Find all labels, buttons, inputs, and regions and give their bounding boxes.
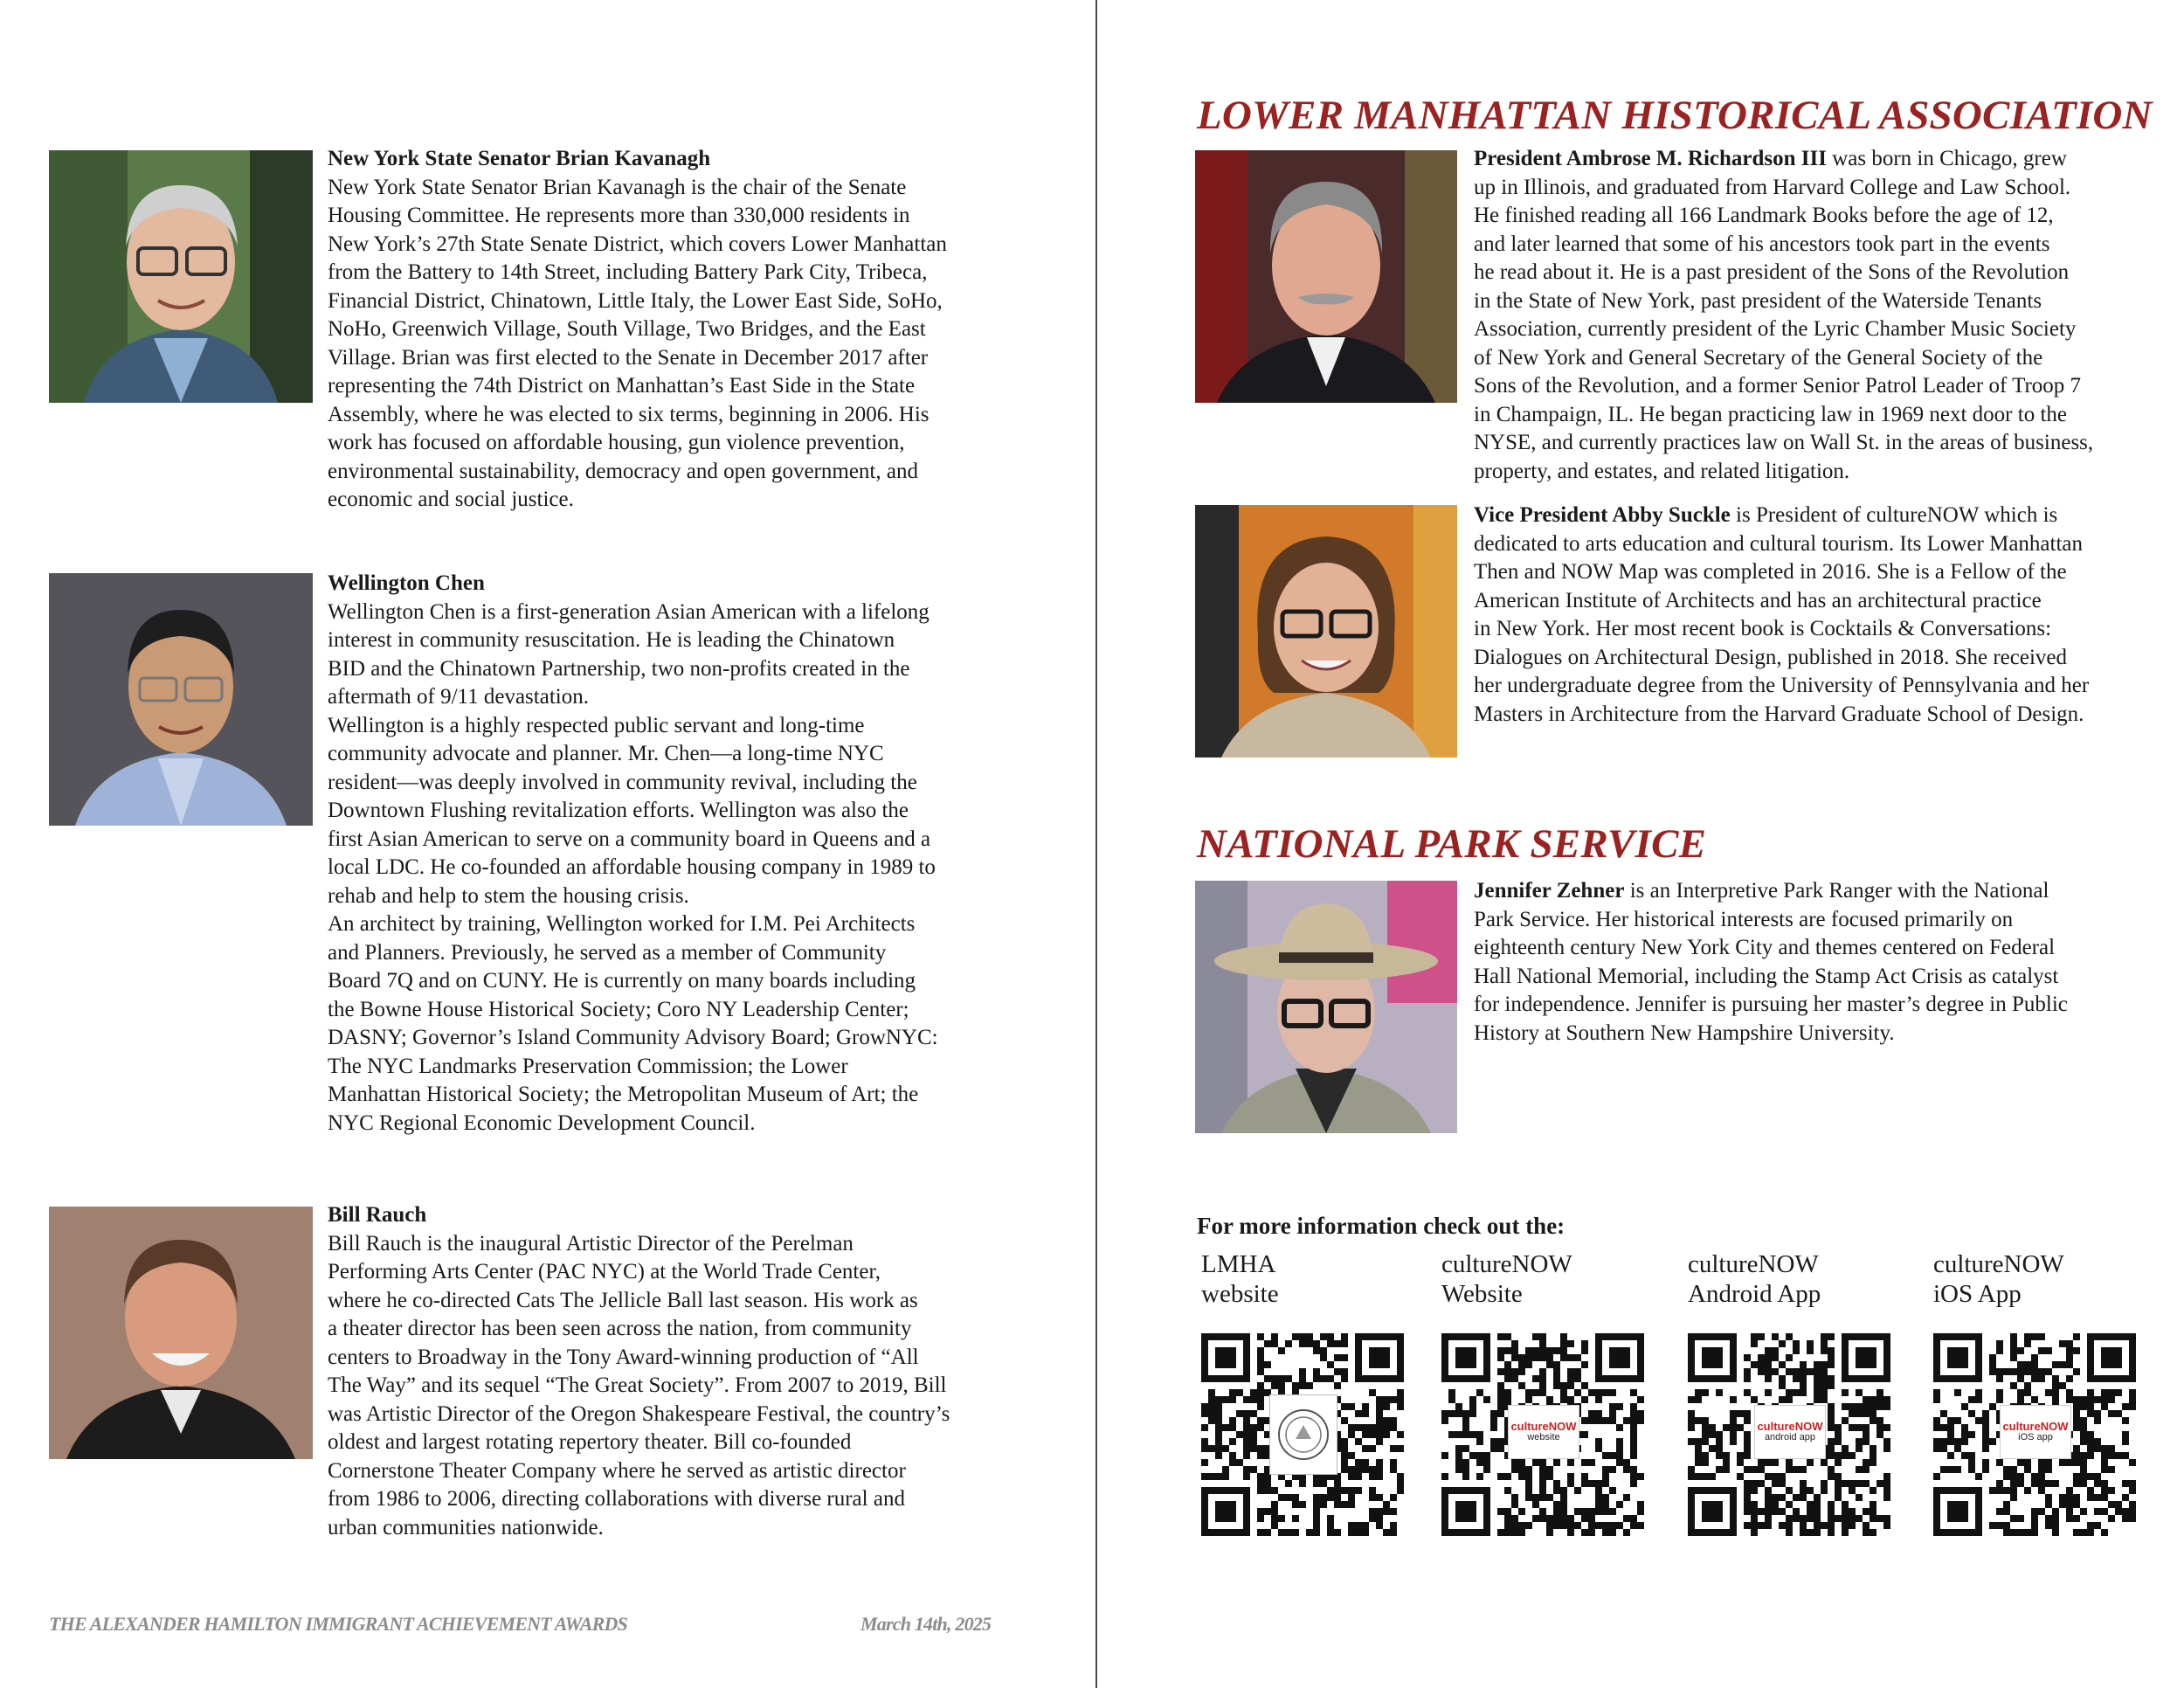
bio-text xyxy=(1474,877,2155,1048)
qr-block-culturenow-website xyxy=(1441,1249,1651,1442)
badge-brand: cultureNOW xyxy=(1510,1420,1577,1433)
more-info-heading: For more information check out the: xyxy=(1197,1213,1565,1239)
qr-label-line2: Website xyxy=(1441,1280,1523,1308)
badge-text: iOS app xyxy=(2018,1432,2053,1442)
bio-name: New York State Senator Brian Kavanagh xyxy=(328,147,711,170)
culturenow-logo-icon xyxy=(1508,1405,1579,1459)
heading-nps: NATIONAL PARK SERVICE xyxy=(1197,821,1707,867)
badge-text: android app xyxy=(1764,1432,1816,1442)
photo-abby-suckle xyxy=(1195,505,1457,758)
qr-label xyxy=(1688,1249,1897,1319)
heading-lmha: LOWER MANHATTAN HISTORICAL ASSOCIATION xyxy=(1197,93,2153,138)
qr-label-line1: LMHA xyxy=(1201,1250,1276,1278)
bio-name: Vice President Abby Suckle xyxy=(1474,503,1731,527)
photo-brian-kavanagh xyxy=(49,150,313,403)
qr-label-line2: Android App xyxy=(1688,1280,1821,1308)
bio-ambrose-richardson xyxy=(1474,145,2155,486)
bio-body-text: is President of cultureNOW which is dedicated to arts education and cultural tourism. Its Lower Manhattan Then and NOW Map was completed in 2016. She is a Fellow of the American Institute of Architects and has an architectural practice in New York. Her most recent book is Cocktails & Conversations: Dialogues on Architectural Design, published in 2018. She received her undergraduate degree from the University of Pennsylvania and her Masters in Architecture from the Harvard Graduate School of Design. xyxy=(1474,503,2090,726)
bio-jennifer-zehner xyxy=(1474,877,2155,1048)
qr-label-line1: cultureNOW xyxy=(1933,1250,2064,1278)
bio-name: Jennifer Zehner xyxy=(1474,879,1625,903)
bio-text: Wellington Chen is a first-generation Asian American with a lifelong interest in community resuscitation. He is leading the Chinatown BID and the Chinatown Partnership, two non-profits created in the aftermath of 9/11 devastation. Wellington is a highly respected public servant and long-time community advocate and planner. Mr. Chen—a long-time NYC resident—was deeply involved in community revival, including the Downtown Flushing revitalization efforts. Wellington was also the first Asian American to serve on a community board in Queens and a local LDC. He co-founded an affordable housing company in 1989 to rehab and help to stem the housing crisis. An architect by training, Wellington worked for I.M. Pei Architects and Planners. Previously, he served as a member of Community Board 7Q and on CUNY. He is currently on many boards including the Bowne House Historical Society; Coro NY Leadership Center; DASNY; Governor’s Island Community Advisory Board; GrowNYC: The NYC Landmarks Preservation Commission; the Lower Manhattan Historical Society; the Metropolitan Museum of Art; the NYC Regional Economic Development Council. xyxy=(328,599,938,1135)
bio-name: Wellington Chen xyxy=(328,571,485,595)
bio-wellington-chen xyxy=(328,570,1026,1138)
bio-bill-rauch xyxy=(328,1201,1026,1542)
culturenow-logo-icon xyxy=(1754,1405,1826,1459)
bio-text: Bill Rauch is the inaugural Artistic Director of the Perelman Performing Arts Center (PAC NYC) at the World Trade Center, where he co-directed Cats The Jellicle Ball last season. His work as a theater director has been seen across the nation, from community centers to Broadway in the Tony Award-winning production of “All The Way” and its sequel “The Great Society”. From 2007 to 2019, Bill was Artistic Director of the Oregon Shakespeare Festival, the country’s oldest and largest rotating repertory theater. Bill co-founded Cornerstone Theater Company where he served as artistic director from 1986 to 2006, directing collaborations with diverse rural and urban communities nationwide. xyxy=(328,1231,950,1539)
qr-label-line1: cultureNOW xyxy=(1688,1250,1819,1278)
culturenow-logo-icon xyxy=(2000,1405,2071,1459)
bio-name: Bill Rauch xyxy=(328,1203,427,1227)
qr-label xyxy=(1933,1249,2143,1319)
qr-code-culturenow-website[interactable] xyxy=(1441,1333,1644,1536)
qr-code-culturenow-ios[interactable] xyxy=(1933,1333,2136,1536)
photo-jennifer-zehner xyxy=(1195,881,1457,1133)
photo-ambrose-richardson xyxy=(1195,150,1457,403)
qr-block-culturenow-ios xyxy=(1933,1249,2143,1442)
footer-date: March 14th, 2025 xyxy=(860,1613,992,1635)
lmha-seal-icon xyxy=(1269,1394,1337,1475)
bio-brian-kavanagh xyxy=(328,145,1026,515)
footer-title: THE ALEXANDER HAMILTON IMMIGRANT ACHIEVEMENT AWARDS xyxy=(49,1613,627,1635)
qr-label-line2: website xyxy=(1201,1280,1279,1308)
bio-text: New York State Senator Brian Kavanagh is the chair of the Senate Housing Committee. He represents more than 330,000 residents in New York’s 27th State Senate District, which covers Lower Manhattan from the Battery to 14th Street, including Battery Park City, Tribeca, Financial District, Chinatown, Little Italy, the Lower East Side, SoHo, NoHo, Greenwich Village, South Village, Two Bridges, and the East Village. Brian was first elected to the Senate in December 2017 after representing the 74th District on Manhattan’s East Side in the State Assembly, where he was elected to six terms, beginning in 2006. His work has focused on affordable housing, gun violence prevention, environmental sustainability, democracy and open government, and economic and social justice. xyxy=(328,175,947,511)
badge-text: website xyxy=(1527,1432,1560,1442)
bio-body-text: was born in Chicago, grew up in Illinois, and graduated from Harvard College and Law School. He finished reading all 166 Landmark Books before the age of 12, and later learned that some of his ancestors took part in the events he read about it. He is a past president of the Sons of the Revolution in the State of New York, past president of the Waterside Tenants Association, currently president of the Lyric Chamber Music Society of New York and General Secretary of the General Society of the Sons of the Revolution, and a former Senior Patrol Leader of Troop 7 in Champaign, IL. He began practicing law in 1969 next door to the NYSE, and currently practices law on Wall St. in the areas of business, property, and estates, and related litigation. xyxy=(1474,147,2094,483)
photo-bill-rauch xyxy=(49,1207,313,1459)
qr-code-culturenow-android[interactable] xyxy=(1688,1333,1890,1536)
qr-block-lmha xyxy=(1201,1249,1411,1319)
bio-text xyxy=(1474,502,2155,729)
bio-body-text: is an Interpretive Park Ranger with the National Park Service. Her historical interests are focused primarily on eighteenth century New York City and themes centered on Federal Hall National Memorial, including the Stamp Act Crisis as catalyst for independence. Jennifer is pursuing her master’s degree in Public History at Southern New Hampshire University. xyxy=(1474,879,2068,1045)
bio-name: President Ambrose M. Richardson III xyxy=(1474,147,1827,170)
bio-abby-suckle xyxy=(1474,502,2155,729)
badge-brand: cultureNOW xyxy=(2002,1420,2069,1433)
photo-wellington-chen xyxy=(49,573,313,826)
bio-text xyxy=(1474,145,2155,486)
qr-label xyxy=(1201,1249,1411,1319)
qr-block-culturenow-android xyxy=(1688,1249,1897,1442)
badge-brand: cultureNOW xyxy=(1757,1420,1823,1433)
qr-label xyxy=(1441,1249,1651,1319)
qr-code-lmha[interactable] xyxy=(1201,1333,1404,1536)
qr-label-line1: cultureNOW xyxy=(1441,1250,1572,1278)
qr-label-line2: iOS App xyxy=(1933,1280,2022,1308)
page-divider xyxy=(1095,0,1097,1688)
